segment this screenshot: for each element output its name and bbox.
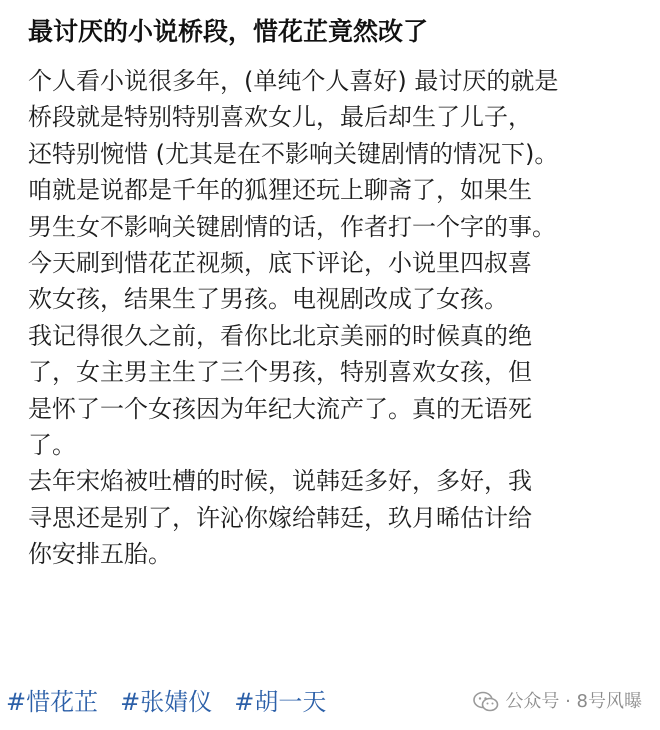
watermark-text: 公众号 · 8号风曝 xyxy=(505,691,642,712)
body-line: 桥段就是特别特别喜欢女儿，最后却生了儿子， xyxy=(28,103,532,132)
body-line: 你安排五胎。 xyxy=(28,540,172,569)
hashtag-link[interactable]: #惜花芷 xyxy=(6,688,99,716)
body-line: 了。 xyxy=(28,431,76,460)
hashtag-link[interactable]: #张婧仪 xyxy=(120,688,213,716)
hashtag-link[interactable]: #胡一天 xyxy=(234,688,327,716)
body-line: 个人看小说很多年，(单纯个人喜好) 最讨厌的就是 xyxy=(28,67,559,95)
body-line: 去年宋焰被吐槽的时候，说韩廷多好，多好，我 xyxy=(28,467,532,496)
body-line: 是怀了一个女孩因为年纪大流产了。真的无语死 xyxy=(28,394,532,423)
body-line: 今天刷到惜花芷视频，底下评论，小说里四叔喜 xyxy=(28,249,532,278)
source-watermark xyxy=(473,690,642,714)
body-line: 男生女不影响关键剧情的话，作者打一个字的事。 xyxy=(28,212,556,241)
body-line: 还特别惋惜 (尤其是在不影响关键剧情的情况下)。 xyxy=(28,139,559,168)
body-line: 我记得很久之前，看你比北京美丽的时候真的绝 xyxy=(28,321,532,350)
wechat-official-account-icon xyxy=(473,691,499,713)
post-body xyxy=(28,63,558,573)
body-line: 咱就是说都是千年的狐狸还玩上聊斋了，如果生 xyxy=(28,176,532,205)
body-line: 寻思还是别了，许沁你嫁给韩廷，玖月晞估计给 xyxy=(28,503,532,532)
body-line: 了，女主男主生了三个男孩，特别喜欢女孩，但 xyxy=(28,358,532,387)
hashtag-list xyxy=(6,684,326,720)
body-line: 欢女孩，结果生了男孩。电视剧改成了女孩。 xyxy=(28,285,508,314)
post-title: 最讨厌的小说桥段，惜花芷竟然改了 xyxy=(28,17,429,46)
